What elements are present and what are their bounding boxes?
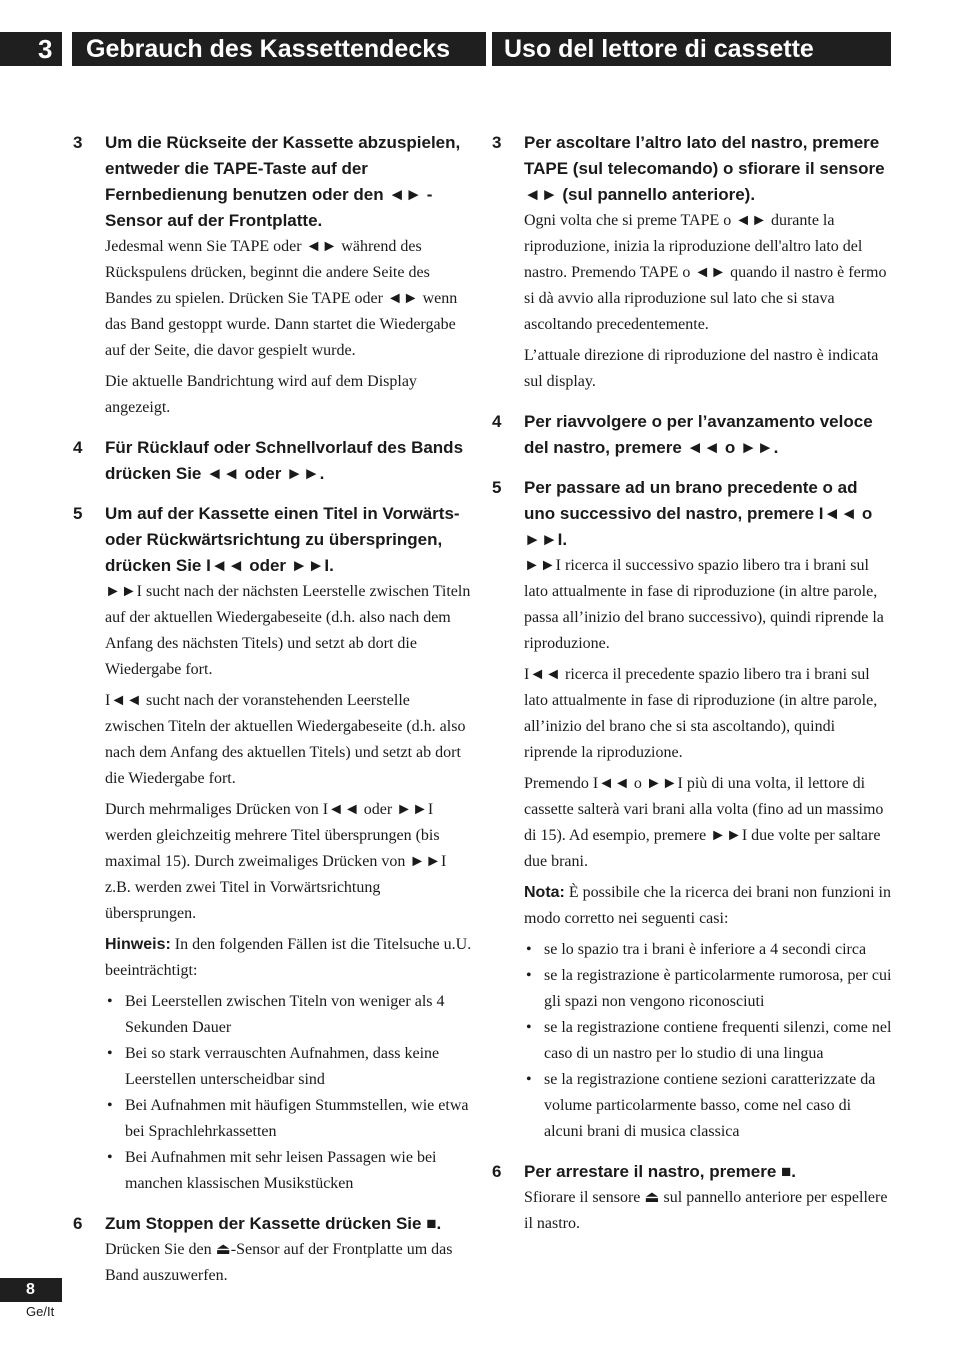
- step-paragraph: I◄◄ sucht nach der voranstehenden Leerstelle zwischen Titeln der aktuellen Wiedergabeseite (d.h. also nach dem Anfang des aktuellen Titels) und setzt ab dort die Wiedergabe fort.: [105, 692, 466, 787]
- step-title: Um die Rückseite der Kassette abzuspielen, entweder die TAPE-Taste auf der Fernbedienung benutzen oder den ◄► -Sensor auf der Frontplatte.: [105, 133, 461, 230]
- step-number: 4: [492, 412, 502, 431]
- chapter-title-de: Gebrauch des Kassettendecks: [72, 32, 486, 66]
- step-5-it: [492, 475, 892, 1145]
- step-title: Per arrestare il nastro, premere ■.: [524, 1162, 797, 1181]
- step-paragraph: Durch mehrmaliges Drücken von I◄◄ oder ►►I werden gleichzeitig mehrere Titel übersprungen (bis maximal 15). Durch zweimaliges Drücken von ►►I z.B. werden zwei Titel in Vorwärtsrichtung übersprungen.: [105, 801, 447, 922]
- step-6-it: [492, 1159, 892, 1237]
- step-paragraph: Die aktuelle Bandrichtung wird auf dem Display angezeigt.: [105, 373, 417, 416]
- step-title: Um auf der Kassette einen Titel in Vorwärts- oder Rückwärtsrichtung zu überspringen, drücken Sie I◄◄ oder ►►I.: [105, 504, 460, 575]
- step-paragraph: L’attuale direzione di riproduzione del nastro è indicata sul display.: [524, 347, 879, 390]
- step-5-de: [73, 501, 473, 1197]
- step-paragraph: ►►I sucht nach der nächsten Leerstelle zwischen Titeln auf der aktuellen Wiedergabeseite (d.h. also nach dem Anfang des nächsten Titels) und setzt ab dort die Wiedergabe fort.: [105, 583, 471, 678]
- step-paragraph: Premendo I◄◄ o ►►I più di una volta, il lettore di cassette salterà vari brani alla volta (fino ad un massimo di 15). Ad esempio, premere ►►I due volte per saltare due brani.: [524, 775, 884, 870]
- note-label: Hinweis:: [105, 936, 171, 953]
- note-bullet-list: [524, 937, 892, 1145]
- step-3-it: [492, 130, 892, 395]
- list-item: • Bei Aufnahmen mit häufigen Stummstellen, wie etwa bei Sprachlehrkassetten: [105, 1093, 473, 1145]
- list-item: • Bei so stark verrauschten Aufnahmen, dass keine Leerstellen unterscheidbar sind: [105, 1041, 473, 1093]
- step-paragraph: Ogni volta che si preme TAPE o ◄► durante la riproduzione, inizia la riproduzione dell'altro lato del nastro. Premendo TAPE o ◄► quando il nastro è fermo si dà avvio alla riproduzione sul lato che si stava ascoltando precedentemente.: [524, 212, 887, 333]
- note-bullet-list: [105, 989, 473, 1197]
- italian-column: [492, 130, 892, 1251]
- step-paragraph: I◄◄ ricerca il precedente spazio libero tra i brani sul lato attualmente in fase di riproduzione (in altre parole, all’inizio del brano che si sta ascoltando), quindi riprende la riproduzione.: [524, 666, 878, 761]
- step-6-de: [73, 1211, 473, 1289]
- step-number: 3: [73, 133, 83, 152]
- note-text: È possibile che la ricerca dei brani non funzioni in modo corretto nei seguenti casi:: [524, 884, 891, 927]
- note-label: Nota:: [524, 884, 565, 901]
- step-number: 3: [492, 133, 502, 152]
- step-number: 5: [492, 478, 502, 497]
- step-title: Per ascoltare l’altro lato del nastro, premere TAPE (sul telecomando) o sfiorare il sensore ◄► (sul pannello anteriore).: [524, 133, 885, 204]
- step-number: 4: [73, 438, 83, 457]
- page-header: [0, 32, 954, 66]
- step-paragraph: Drücken Sie den ⏏-Sensor auf der Frontplatte um das Band auszuwerfen.: [105, 1241, 453, 1284]
- step-number: 6: [492, 1162, 502, 1181]
- step-paragraph: Sfiorare il sensore ⏏ sul pannello anteriore per espellere il nastro.: [524, 1189, 888, 1232]
- note-text: In den folgenden Fällen ist die Titelsuche u.U. beeinträchtigt:: [105, 936, 472, 979]
- note: [105, 932, 473, 984]
- list-item: • se lo spazio tra i brani è inferiore a 4 secondi circa: [524, 937, 892, 963]
- step-title: Zum Stoppen der Kassette drücken Sie ■.: [105, 1214, 442, 1233]
- step-4-de: [73, 435, 473, 487]
- step-number: 6: [73, 1214, 83, 1233]
- note: [524, 880, 892, 932]
- german-column: [73, 130, 473, 1303]
- step-3-de: [73, 130, 473, 421]
- list-item: • se la registrazione contiene sezioni caratterizzate da volume particolarmente basso, come nel caso di alcuni brani di musica classica: [524, 1067, 892, 1145]
- list-item: • Bei Aufnahmen mit sehr leisen Passagen wie bei manchen klassischen Musikstücken: [105, 1145, 473, 1197]
- list-item: • se la registrazione è particolarmente rumorosa, per cui gli spazi non vengono riconosciuti: [524, 963, 892, 1015]
- chapter-title-it: Uso del lettore di cassette: [492, 32, 891, 66]
- step-title: Per passare ad un brano precedente o ad uno successivo del nastro, premere I◄◄ o ►►I.: [524, 478, 873, 549]
- list-item: • Bei Leerstellen zwischen Titeln von weniger als 4 Sekunden Dauer: [105, 989, 473, 1041]
- step-number: 5: [73, 504, 83, 523]
- page-number: 8: [0, 1278, 62, 1302]
- list-item: • se la registrazione contiene frequenti silenzi, come nel caso di un nastro per lo studio di una lingua: [524, 1015, 892, 1067]
- step-paragraph: ►►I ricerca il successivo spazio libero tra i brani sul lato attualmente in fase di riproduzione (in altre parole, passa all’inizio del brano successivo), quindi riprende la riproduzione.: [524, 557, 884, 652]
- step-title: Für Rücklauf oder Schnellvorlauf des Bands drücken Sie ◄◄ oder ►►.: [105, 438, 464, 483]
- chapter-number: 3: [0, 32, 62, 66]
- step-paragraph: Jedesmal wenn Sie TAPE oder ◄► während des Rückspulens drücken, beginnt die andere Seite des Bandes zu spielen. Drücken Sie TAPE oder ◄► wenn das Band gestoppt wurde. Dann startet die Wiedergabe auf der Seite, die davor gespielt wurde.: [105, 238, 458, 359]
- step-title: Per riavvolgere o per l’avanzamento veloce del nastro, premere ◄◄ o ►►.: [524, 412, 873, 457]
- language-code: Ge/It: [26, 1304, 55, 1319]
- step-4-it: [492, 409, 892, 461]
